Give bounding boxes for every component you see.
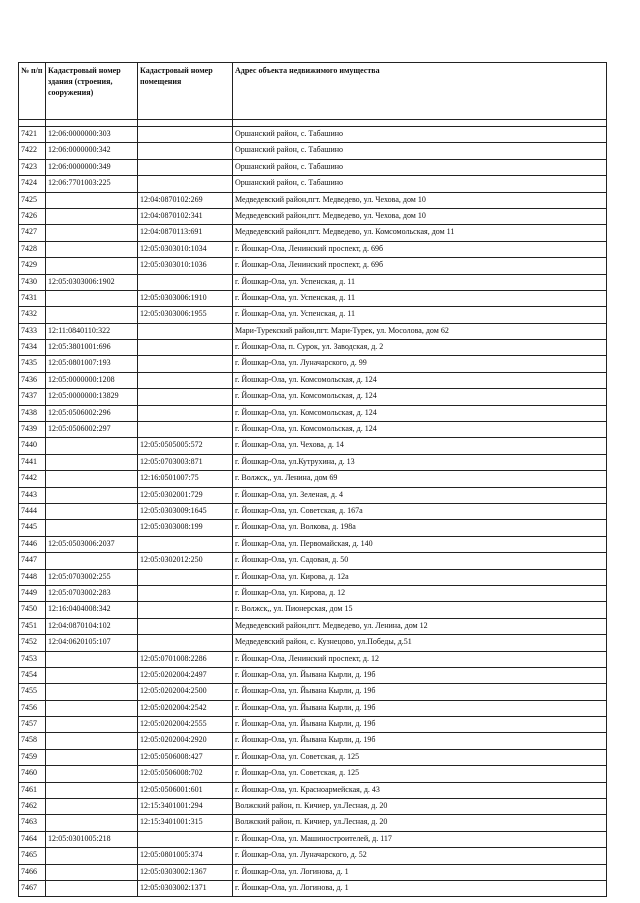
- row-number-cell: 7445: [19, 520, 46, 536]
- spacer-cell: [46, 120, 138, 127]
- row-number-cell: 7427: [19, 225, 46, 241]
- address-cell: Медведевский район,пгт. Медведево, ул. Комсомольская, дом 11: [233, 225, 607, 241]
- room-cadastral-cell: 12:15:3401001:294: [138, 799, 233, 815]
- building-cadastral-cell: 12:05:3801001:696: [46, 340, 138, 356]
- table-row: [19, 635, 607, 651]
- room-cadastral-cell: 12:05:0202004:2497: [138, 667, 233, 683]
- row-number-cell: 7426: [19, 208, 46, 224]
- table-row: [19, 454, 607, 470]
- building-cadastral-cell: [46, 208, 138, 224]
- document-page: [18, 62, 607, 897]
- address-cell: г. Йошкар-Ола, ул. Советская, д. 125: [233, 766, 607, 782]
- table-row: [19, 815, 607, 831]
- table-row: [19, 749, 607, 765]
- row-number-cell: 7467: [19, 880, 46, 896]
- room-cadastral-cell: 12:04:0870113:691: [138, 225, 233, 241]
- table-row: [19, 864, 607, 880]
- row-number-cell: 7442: [19, 471, 46, 487]
- table-row: [19, 651, 607, 667]
- room-cadastral-cell: [138, 422, 233, 438]
- row-number-cell: 7459: [19, 749, 46, 765]
- address-cell: г. Йошкар-Ола, ул. Красноармейская, д. 43: [233, 782, 607, 798]
- address-cell: г. Йошкар-Ола, Ленинский проспект, д. 69б: [233, 258, 607, 274]
- building-cadastral-cell: [46, 848, 138, 864]
- address-cell: г. Йошкар-Ола, ул. Садовая, д. 50: [233, 553, 607, 569]
- building-cadastral-cell: 12:05:0506002:296: [46, 405, 138, 421]
- row-number-cell: 7435: [19, 356, 46, 372]
- table-row: [19, 880, 607, 896]
- address-cell: г. Йошкар-Ола, Ленинский проспект, д. 12: [233, 651, 607, 667]
- room-cadastral-cell: [138, 602, 233, 618]
- row-number-cell: 7444: [19, 503, 46, 519]
- table-row: [19, 356, 607, 372]
- table-row: [19, 733, 607, 749]
- building-cadastral-cell: [46, 766, 138, 782]
- table-row: [19, 192, 607, 208]
- address-cell: г. Йошкар-Ола, ул. Чехова, д. 14: [233, 438, 607, 454]
- address-cell: г. Йошкар-Ола, ул. Йывана Кырли, д. 19б: [233, 733, 607, 749]
- row-number-cell: 7438: [19, 405, 46, 421]
- table-row: [19, 536, 607, 552]
- address-cell: г. Йошкар-Ола, ул. Успенская, д. 11: [233, 307, 607, 323]
- address-cell: г. Йошкар-Ола, ул. Успенская, д. 11: [233, 274, 607, 290]
- row-number-cell: 7446: [19, 536, 46, 552]
- row-number-cell: 7431: [19, 290, 46, 306]
- table-row: [19, 438, 607, 454]
- row-number-cell: 7421: [19, 127, 46, 143]
- address-cell: Оршанский район, с. Табашино: [233, 127, 607, 143]
- table-row: [19, 585, 607, 601]
- table-row: [19, 340, 607, 356]
- building-cadastral-cell: [46, 815, 138, 831]
- building-cadastral-cell: 12:04:0620105:107: [46, 635, 138, 651]
- address-cell: Оршанский район, с. Табашино: [233, 176, 607, 192]
- address-cell: Волжский район, п. Кичиер, ул.Лесная, д. 20: [233, 799, 607, 815]
- address-cell: Волжский район, п. Кичиер, ул.Лесная, д. 20: [233, 815, 607, 831]
- room-cadastral-cell: [138, 405, 233, 421]
- room-cadastral-cell: 12:04:0870102:341: [138, 208, 233, 224]
- room-cadastral-cell: [138, 274, 233, 290]
- address-cell: г. Йошкар-Ола, ул. Луначарского, д. 52: [233, 848, 607, 864]
- building-cadastral-cell: [46, 553, 138, 569]
- address-cell: г. Йошкар-Ола, п. Сурок, ул. Заводская, д. 2: [233, 340, 607, 356]
- building-cadastral-cell: 12:05:0703002:255: [46, 569, 138, 585]
- address-cell: Мари-Турекский район,пгт. Мари-Турек, ул. Мосолова, дом 62: [233, 323, 607, 339]
- row-number-cell: 7460: [19, 766, 46, 782]
- header-spacer-row: [19, 120, 607, 127]
- room-cadastral-cell: [138, 585, 233, 601]
- address-cell: г. Йошкар-Ола, ул.Кутрухина, д. 13: [233, 454, 607, 470]
- room-cadastral-cell: 12:04:0870102:269: [138, 192, 233, 208]
- address-cell: г. Йошкар-Ола, ул. Успенская, д. 11: [233, 290, 607, 306]
- address-cell: г. Йошкар-Ола, ул. Йывана Кырли, д. 19б: [233, 717, 607, 733]
- building-cadastral-cell: [46, 241, 138, 257]
- building-cadastral-cell: [46, 880, 138, 896]
- building-cadastral-cell: [46, 471, 138, 487]
- row-number-cell: 7458: [19, 733, 46, 749]
- table-row: [19, 241, 607, 257]
- property-register-table: [18, 62, 607, 897]
- room-cadastral-cell: 12:05:0506008:702: [138, 766, 233, 782]
- room-cadastral-cell: [138, 569, 233, 585]
- building-cadastral-cell: [46, 717, 138, 733]
- room-cadastral-cell: 12:15:3401001:315: [138, 815, 233, 831]
- building-cadastral-cell: [46, 864, 138, 880]
- address-cell: г. Йошкар-Ола, ул. Комсомольская, д. 124: [233, 405, 607, 421]
- address-cell: г. Йошкар-Ола, ул. Йывана Кырли, д. 19б: [233, 700, 607, 716]
- building-cadastral-cell: [46, 749, 138, 765]
- building-cadastral-cell: [46, 307, 138, 323]
- address-cell: г. Волжск,, ул. Пионерская, дом 15: [233, 602, 607, 618]
- room-cadastral-cell: 12:16:0501007:75: [138, 471, 233, 487]
- room-cadastral-cell: [138, 143, 233, 159]
- table-row: [19, 372, 607, 388]
- room-cadastral-cell: [138, 372, 233, 388]
- room-cadastral-cell: 12:05:0505005:572: [138, 438, 233, 454]
- building-cadastral-cell: 12:04:0870104:102: [46, 618, 138, 634]
- room-cadastral-cell: 12:05:0801005:374: [138, 848, 233, 864]
- building-cadastral-cell: 12:05:0000000:13829: [46, 389, 138, 405]
- table-row: [19, 684, 607, 700]
- address-cell: г. Йошкар-Ола, ул. Логинова, д. 1: [233, 864, 607, 880]
- row-number-cell: 7447: [19, 553, 46, 569]
- address-cell: Медведевский район, с. Кузнецово, ул.Победы, д.51: [233, 635, 607, 651]
- row-number-cell: 7423: [19, 159, 46, 175]
- address-cell: г. Йошкар-Ола, ул. Кирова, д. 12а: [233, 569, 607, 585]
- room-cadastral-cell: 12:05:0202004:2920: [138, 733, 233, 749]
- table-row: [19, 143, 607, 159]
- room-cadastral-cell: [138, 389, 233, 405]
- building-cadastral-cell: 12:06:0000000:303: [46, 127, 138, 143]
- building-cadastral-cell: 12:11:0840110:322: [46, 323, 138, 339]
- address-cell: г. Йошкар-Ола, ул. Зеленая, д. 4: [233, 487, 607, 503]
- table-row: [19, 717, 607, 733]
- room-cadastral-cell: 12:05:0202004:2500: [138, 684, 233, 700]
- address-cell: Оршанский район, с. Табашино: [233, 143, 607, 159]
- header-number: № п/п: [19, 63, 46, 120]
- row-number-cell: 7455: [19, 684, 46, 700]
- address-cell: Оршанский район, с. Табашино: [233, 159, 607, 175]
- header-building-cadastral: Кадастровый номер здания (строения, сооружения): [46, 63, 138, 120]
- table-row: [19, 618, 607, 634]
- room-cadastral-cell: 12:05:0506008:427: [138, 749, 233, 765]
- table-row: [19, 471, 607, 487]
- table-header-row: [19, 63, 607, 120]
- table-row: [19, 766, 607, 782]
- table-row: [19, 553, 607, 569]
- table-row: [19, 667, 607, 683]
- building-cadastral-cell: 12:16:0404008:342: [46, 602, 138, 618]
- address-cell: г. Йошкар-Ола, ул. Комсомольская, д. 124: [233, 422, 607, 438]
- row-number-cell: 7436: [19, 372, 46, 388]
- address-cell: г. Йошкар-Ола, ул. Комсомольская, д. 124: [233, 389, 607, 405]
- address-cell: г. Йошкар-Ола, ул. Йывана Кырли, д. 19б: [233, 684, 607, 700]
- building-cadastral-cell: 12:05:0000000:1208: [46, 372, 138, 388]
- room-cadastral-cell: [138, 323, 233, 339]
- spacer-cell: [233, 120, 607, 127]
- row-number-cell: 7456: [19, 700, 46, 716]
- building-cadastral-cell: [46, 438, 138, 454]
- row-number-cell: 7461: [19, 782, 46, 798]
- row-number-cell: 7437: [19, 389, 46, 405]
- building-cadastral-cell: [46, 700, 138, 716]
- room-cadastral-cell: 12:05:0302001:729: [138, 487, 233, 503]
- building-cadastral-cell: [46, 192, 138, 208]
- address-cell: г. Йошкар-Ола, ул. Комсомольская, д. 124: [233, 372, 607, 388]
- header-address: Адрес объекта недвижимого имущества: [233, 63, 607, 120]
- room-cadastral-cell: [138, 340, 233, 356]
- address-cell: г. Йошкар-Ола, ул. Первомайская, д. 140: [233, 536, 607, 552]
- building-cadastral-cell: [46, 520, 138, 536]
- room-cadastral-cell: [138, 635, 233, 651]
- row-number-cell: 7457: [19, 717, 46, 733]
- building-cadastral-cell: [46, 733, 138, 749]
- building-cadastral-cell: [46, 487, 138, 503]
- row-number-cell: 7450: [19, 602, 46, 618]
- table-row: [19, 405, 607, 421]
- row-number-cell: 7464: [19, 831, 46, 847]
- room-cadastral-cell: 12:05:0202004:2542: [138, 700, 233, 716]
- table-row: [19, 290, 607, 306]
- table-row: [19, 159, 607, 175]
- building-cadastral-cell: [46, 290, 138, 306]
- building-cadastral-cell: [46, 454, 138, 470]
- room-cadastral-cell: 12:05:0303002:1367: [138, 864, 233, 880]
- building-cadastral-cell: 12:06:7701003:225: [46, 176, 138, 192]
- room-cadastral-cell: [138, 831, 233, 847]
- address-cell: г. Йошкар-Ола, Ленинский проспект, д. 69б: [233, 241, 607, 257]
- table-row: [19, 831, 607, 847]
- address-cell: г. Волжск,, ул. Ленина, дом 69: [233, 471, 607, 487]
- room-cadastral-cell: [138, 159, 233, 175]
- room-cadastral-cell: [138, 536, 233, 552]
- row-number-cell: 7432: [19, 307, 46, 323]
- table-row: [19, 127, 607, 143]
- building-cadastral-cell: [46, 651, 138, 667]
- room-cadastral-cell: [138, 176, 233, 192]
- row-number-cell: 7430: [19, 274, 46, 290]
- row-number-cell: 7449: [19, 585, 46, 601]
- room-cadastral-cell: 12:05:0703003:871: [138, 454, 233, 470]
- row-number-cell: 7452: [19, 635, 46, 651]
- table-row: [19, 700, 607, 716]
- table-row: [19, 307, 607, 323]
- row-number-cell: 7466: [19, 864, 46, 880]
- table-row: [19, 208, 607, 224]
- room-cadastral-cell: [138, 618, 233, 634]
- room-cadastral-cell: 12:05:0303006:1910: [138, 290, 233, 306]
- row-number-cell: 7463: [19, 815, 46, 831]
- row-number-cell: 7462: [19, 799, 46, 815]
- address-cell: Медведевский район,пгт. Медведево, ул. Ленина, дом 12: [233, 618, 607, 634]
- header-room-cadastral: Кадастровый номер помещения: [138, 63, 233, 120]
- building-cadastral-cell: 12:05:0506002:297: [46, 422, 138, 438]
- table-row: [19, 602, 607, 618]
- spacer-cell: [19, 120, 46, 127]
- table-row: [19, 520, 607, 536]
- table-body: [19, 120, 607, 897]
- address-cell: г. Йошкар-Ола, ул. Йывана Кырли, д. 19б: [233, 667, 607, 683]
- row-number-cell: 7424: [19, 176, 46, 192]
- room-cadastral-cell: [138, 356, 233, 372]
- room-cadastral-cell: 12:05:0701008:2286: [138, 651, 233, 667]
- address-cell: г. Йошкар-Ола, ул. Советская, д. 125: [233, 749, 607, 765]
- address-cell: г. Йошкар-Ола, ул. Логинова, д. 1: [233, 880, 607, 896]
- table-row: [19, 225, 607, 241]
- row-number-cell: 7440: [19, 438, 46, 454]
- row-number-cell: 7422: [19, 143, 46, 159]
- address-cell: г. Йошкар-Ола, ул. Машиностроителей, д. 117: [233, 831, 607, 847]
- room-cadastral-cell: 12:05:0303002:1371: [138, 880, 233, 896]
- address-cell: г. Йошкар-Ола, ул. Волкова, д. 198а: [233, 520, 607, 536]
- table-row: [19, 569, 607, 585]
- table-row: [19, 848, 607, 864]
- building-cadastral-cell: [46, 225, 138, 241]
- table-row: [19, 422, 607, 438]
- table-row: [19, 799, 607, 815]
- building-cadastral-cell: 12:06:0000000:342: [46, 143, 138, 159]
- building-cadastral-cell: 12:05:0303006:1902: [46, 274, 138, 290]
- room-cadastral-cell: 12:05:0302012:250: [138, 553, 233, 569]
- row-number-cell: 7441: [19, 454, 46, 470]
- address-cell: Медведевский район,пгт. Медведево, ул. Чехова, дом 10: [233, 192, 607, 208]
- row-number-cell: 7434: [19, 340, 46, 356]
- room-cadastral-cell: 12:05:0303009:1645: [138, 503, 233, 519]
- table-row: [19, 258, 607, 274]
- spacer-cell: [138, 120, 233, 127]
- row-number-cell: 7428: [19, 241, 46, 257]
- building-cadastral-cell: [46, 782, 138, 798]
- table-row: [19, 274, 607, 290]
- table-row: [19, 503, 607, 519]
- table-row: [19, 487, 607, 503]
- row-number-cell: 7453: [19, 651, 46, 667]
- row-number-cell: 7425: [19, 192, 46, 208]
- room-cadastral-cell: 12:05:0506001:601: [138, 782, 233, 798]
- building-cadastral-cell: [46, 667, 138, 683]
- building-cadastral-cell: 12:05:0503006:2037: [46, 536, 138, 552]
- address-cell: г. Йошкар-Ола, ул. Луначарского, д. 99: [233, 356, 607, 372]
- row-number-cell: 7443: [19, 487, 46, 503]
- row-number-cell: 7454: [19, 667, 46, 683]
- building-cadastral-cell: 12:05:0703002:283: [46, 585, 138, 601]
- row-number-cell: 7448: [19, 569, 46, 585]
- row-number-cell: 7451: [19, 618, 46, 634]
- row-number-cell: 7465: [19, 848, 46, 864]
- room-cadastral-cell: [138, 127, 233, 143]
- building-cadastral-cell: [46, 684, 138, 700]
- room-cadastral-cell: 12:05:0202004:2555: [138, 717, 233, 733]
- address-cell: Медведевский район,пгт. Медведево, ул. Чехова, дом 10: [233, 208, 607, 224]
- building-cadastral-cell: 12:05:0801007:193: [46, 356, 138, 372]
- address-cell: г. Йошкар-Ола, ул. Кирова, д. 12: [233, 585, 607, 601]
- address-cell: г. Йошкар-Ола, ул. Советская, д. 167а: [233, 503, 607, 519]
- building-cadastral-cell: [46, 503, 138, 519]
- row-number-cell: 7439: [19, 422, 46, 438]
- room-cadastral-cell: 12:05:0303010:1034: [138, 241, 233, 257]
- table-row: [19, 389, 607, 405]
- building-cadastral-cell: [46, 258, 138, 274]
- building-cadastral-cell: [46, 799, 138, 815]
- table-row: [19, 782, 607, 798]
- table-row: [19, 176, 607, 192]
- room-cadastral-cell: 12:05:0303006:1955: [138, 307, 233, 323]
- building-cadastral-cell: 12:06:0000000:349: [46, 159, 138, 175]
- room-cadastral-cell: 12:05:0303010:1036: [138, 258, 233, 274]
- building-cadastral-cell: 12:05:0301005:218: [46, 831, 138, 847]
- room-cadastral-cell: 12:05:0303008:199: [138, 520, 233, 536]
- row-number-cell: 7433: [19, 323, 46, 339]
- row-number-cell: 7429: [19, 258, 46, 274]
- table-row: [19, 323, 607, 339]
